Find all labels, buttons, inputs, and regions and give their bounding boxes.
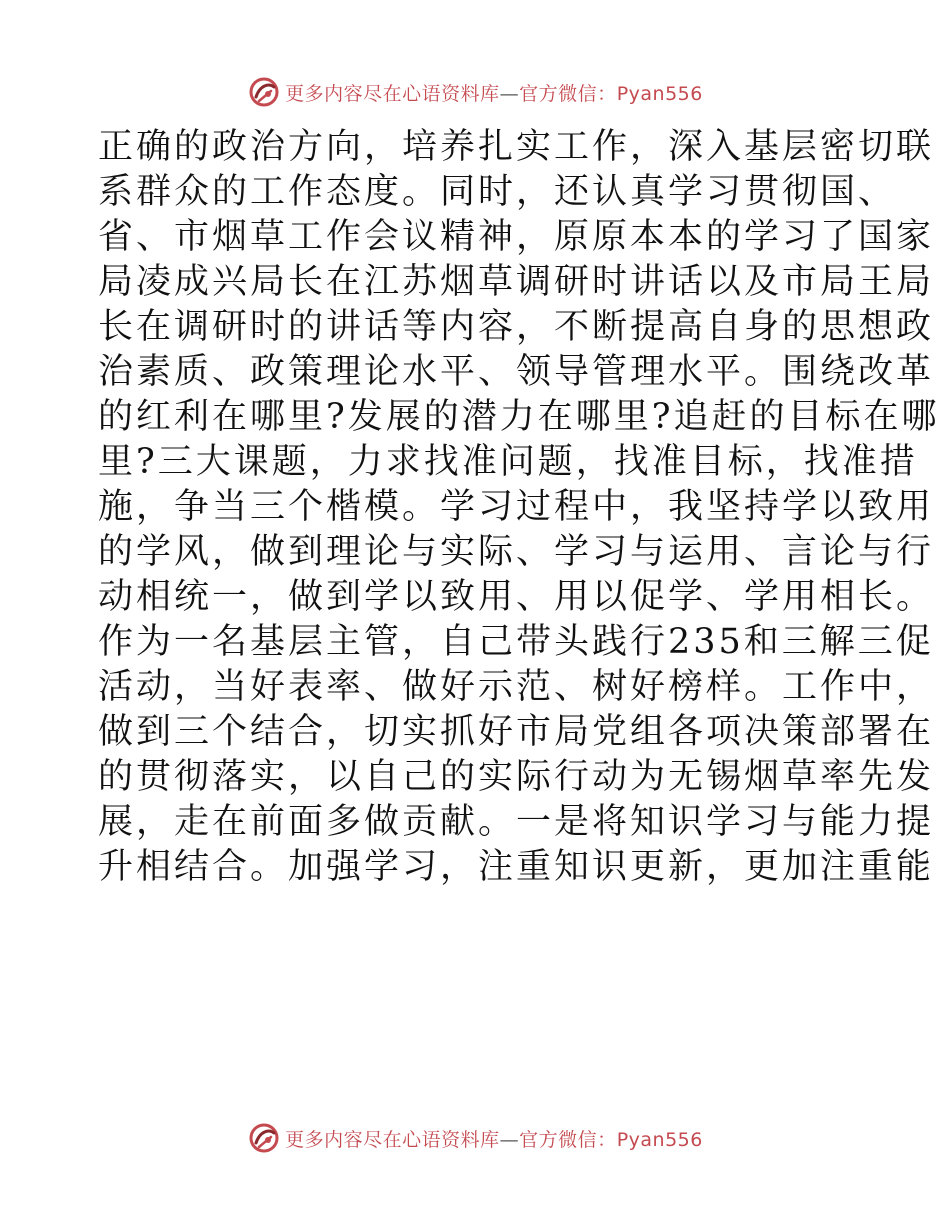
text-line: 的红利在哪里?发展的潜力在哪里?追赶的目标在哪: [98, 397, 940, 437]
text-line: 省、市烟草工作会议精神，原原本本的学习了国家: [98, 217, 935, 257]
text-line: 局凌成兴局长在江苏烟草调研时讲话以及市局王局: [98, 262, 935, 302]
text-line: 长在调研时的讲话等内容，不断提高自身的思想政: [98, 307, 935, 347]
text-line: 作为一名基层主管，自己带头践行235和三解三促: [98, 622, 934, 662]
ribbon-heart-icon: [247, 1121, 281, 1155]
header-wechat-label: 官方微信：: [519, 82, 617, 105]
header-banner: [0, 72, 950, 112]
text-line: 的学风，做到理论与实际、学习与运用、言论与行: [98, 532, 935, 572]
footer-separator: —: [499, 1128, 520, 1151]
document-body: [98, 125, 940, 890]
text-line: 展，走在前面多做贡献。一是将知识学习与能力提: [98, 802, 935, 842]
text-line: 活动，当好表率、做好示范、树好榜样。工作中，: [98, 667, 935, 707]
footer-wechat-id: Pyan556: [616, 1128, 703, 1151]
header-separator: —: [499, 82, 520, 105]
text-line: 升相结合。加强学习，注重知识更新，更加注重能: [98, 847, 935, 887]
text-line: 系群众的工作态度。同时，还认真学习贯彻国、: [98, 172, 897, 212]
footer-banner: [0, 1118, 950, 1158]
footer-brand: 更多内容尽在心语资料库: [285, 1128, 500, 1151]
header-text: [285, 79, 703, 106]
text-line: 做到三个结合，切实抓好市局党组各项决策部署在: [98, 712, 935, 752]
text-line: 动相统一，做到学以致用、用以促学、学用相长。: [98, 577, 935, 617]
header-wechat-id: Pyan556: [616, 82, 703, 105]
header-brand: 更多内容尽在心语资料库: [285, 82, 500, 105]
text-line: 治素质、政策理论水平、领导管理水平。围绕改革: [98, 352, 935, 392]
text-line: 里?三大课题，力求找准问题，找准目标，找准措: [98, 442, 918, 482]
footer-wechat-label: 官方微信：: [519, 1128, 617, 1151]
text-line: 正确的政治方向，培养扎实工作，深入基层密切联: [98, 127, 935, 167]
text-line: 施，争当三个楷模。学习过程中，我坚持学以致用: [98, 487, 935, 527]
text-line: 的贯彻落实，以自己的实际行动为无锡烟草率先发: [98, 757, 935, 797]
footer-text: [285, 1125, 703, 1152]
ribbon-heart-icon: [247, 75, 281, 109]
